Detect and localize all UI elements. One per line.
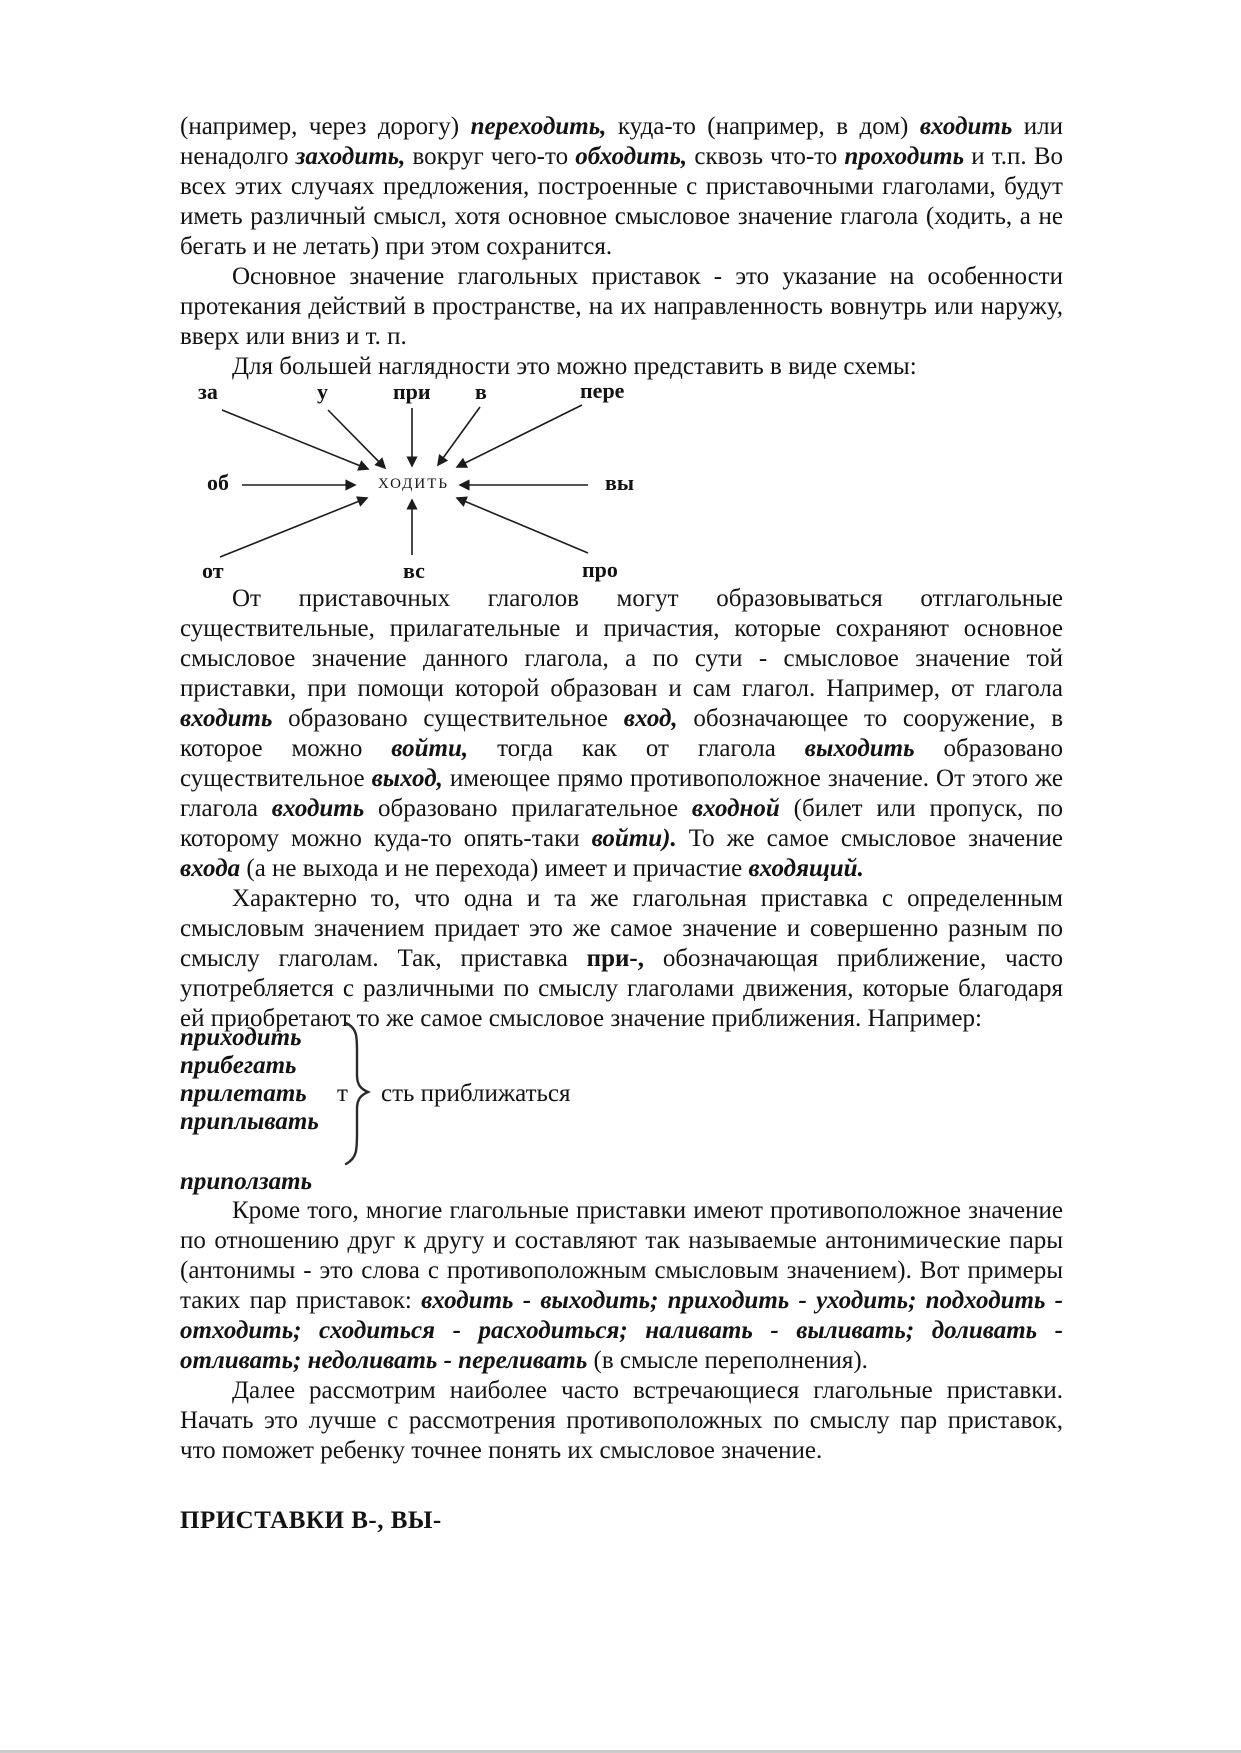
text-run: образовано существительное <box>180 735 1063 792</box>
emphasis-run: входной <box>691 795 780 822</box>
text-run: (а не выхода и не перехода) имеет и причастие <box>240 855 749 882</box>
paragraph-scheme-intro <box>180 352 1063 382</box>
emphasis-run: обходить, <box>575 143 688 170</box>
emphasis-run: заходить, <box>295 143 406 170</box>
diagram-prefix-у: у <box>317 384 328 404</box>
emphasis-run: входить <box>180 705 273 732</box>
text-run: обозначающая приближение, часто употребляется с различными по смыслу глаголами движения, которые благодаря ей приобретают то же самое смысловое значение приближения. Например: <box>180 945 1063 1032</box>
text-run: Для большей наглядности это можно представить в виде схемы: <box>232 353 917 380</box>
emphasis-run: войти). <box>591 825 677 852</box>
paragraph-derived-words <box>180 584 1063 884</box>
diagram-center-word: ходить <box>378 469 449 493</box>
text-run: (в смысле переполнения). <box>587 1347 868 1374</box>
diagram-prefix-вы: вы <box>605 470 635 495</box>
text-run: (например, через дорогу) <box>180 113 471 140</box>
text-run: Далее рассмотрим наиболее часто встречающиеся глагольные приставки. Начать это лучше с рассмотрения противоположных по смыслу пар приставок, что поможет ребенку точнее понять их смысловое значение. <box>180 1377 1063 1464</box>
text-run: От приставочных глаголов могут образовываться отглагольные существительные, прилагательные и причастия, которые сохраняют основное смысловое значение данного глагола, а по сути - смысловое значение той приставки, при помощи которой образован и сам глагол. Например, от глагола <box>180 585 1063 702</box>
emphasis-run: входить <box>271 795 365 822</box>
text-run: образовано прилагательное <box>364 795 692 822</box>
emphasis-run: входить - выходить; приходить - уходить; подходить - отходить; сходиться - расходиться; наливать - выливать; доливать - отливать; недоливать - переливать <box>180 1287 1063 1374</box>
diagram-arrow <box>438 407 480 465</box>
text-run: сквозь что-то <box>687 143 845 170</box>
text-run: имеющее прямо противоположное значение. От этого же глагола <box>180 765 1063 822</box>
text-run: тогда как от глагола <box>468 735 805 762</box>
text-run: и т.п. Во всех этих случаях предложения, построенные с приставочными глаголами, будут иметь различный смысл, хотя основное смысловое значение глагола (ходить, а не бегать и не летать) при этом сохранится. <box>180 143 1063 260</box>
text-run: То же самое смысловое значение <box>676 825 1064 852</box>
text-run: Характерно то, что одна и та же глагольная приставка с определенным смысловым значением придает это же самое значение и совершенно разным по смыслу глаголам. Так, приставка <box>180 885 1063 972</box>
diagram-prefix-в: в <box>475 384 487 404</box>
text-content <box>180 112 1063 1536</box>
diagram-arrow <box>328 410 385 468</box>
note-fragment-left: т <box>337 1080 348 1107</box>
text-run: образовано существительное <box>272 705 624 732</box>
diagram-arrow <box>457 405 582 467</box>
diagram-arrow <box>222 410 368 469</box>
list-item: приплывать <box>180 1108 319 1135</box>
diagram-prefix-пере: пере <box>580 384 625 403</box>
paragraph-prefix-examples <box>180 112 1063 262</box>
emphasis-run: войти, <box>391 735 469 762</box>
diagram-label-group <box>198 384 634 583</box>
list-item: прибегать <box>180 1052 297 1079</box>
list-item: прилетать <box>180 1080 307 1107</box>
diagram-prefix-за: за <box>198 384 218 404</box>
text-run: куда-то (например, в дом) <box>606 113 920 140</box>
paragraph-antonym-pairs <box>180 1196 1063 1376</box>
emphasis-run: выходить <box>804 735 915 762</box>
diagram-prefix-про: про <box>582 557 618 582</box>
text-run: или ненадолго <box>180 113 1064 170</box>
diagram-prefix-от: от <box>202 558 224 583</box>
diagram-arrow <box>220 498 367 557</box>
emphasis-run: входа <box>180 855 241 882</box>
section-heading-pristavki-v-vy: ПРИСТАВКИ В-, ВЫ- <box>180 1507 442 1534</box>
pri-verbs-list <box>180 1026 1063 1196</box>
diagram-arrow <box>457 498 588 553</box>
paragraph-next-steps <box>180 1376 1063 1466</box>
emphasis-run: входить <box>919 113 1013 140</box>
emphasis-run: проходить <box>844 143 965 170</box>
text-run: Кроме того, многие глагольные приставки имеют противоположное значение по отношению друг к другу и составляют так называемые антонимические пары (антонимы - это слова с противоположным смысловым значением). Вот примеры таких пар приставок: <box>180 1197 1063 1314</box>
diagram-prefix-об: об <box>207 470 229 495</box>
diagram-prefix-вс: вс <box>403 558 425 583</box>
emphasis-run: выход, <box>371 765 443 792</box>
emphasis-run: вход, <box>623 705 678 732</box>
paragraph-prefix-pri <box>180 884 1063 1034</box>
prefix-arrows-diagram <box>180 384 1063 584</box>
diagram-prefix-при: при <box>393 384 431 404</box>
emphasis-run: переходить, <box>470 113 607 140</box>
list-item: приходить <box>180 1024 302 1051</box>
prefix-scheme-diagram <box>180 384 1063 584</box>
list-item: приползать <box>180 1168 313 1195</box>
text-run: (билет или пропуск, по которому можно куда-то опять-таки <box>180 795 1063 852</box>
note-fragment-right: сть приближаться <box>381 1080 571 1107</box>
emphasis-run: входящий. <box>748 855 864 882</box>
text-run: вокруг чего-то <box>405 143 576 170</box>
text-run: Основное значение глагольных приставок - это указание на особенности протекания действий в пространстве, на их направленность вовнутрь или наружу, вверх или вниз и т. п. <box>180 263 1063 350</box>
emphasis-run: при-, <box>586 945 644 972</box>
paragraph-prefix-general-meaning <box>180 262 1063 352</box>
text-run: обозначающее то сооружение, в которое можно <box>180 705 1063 762</box>
